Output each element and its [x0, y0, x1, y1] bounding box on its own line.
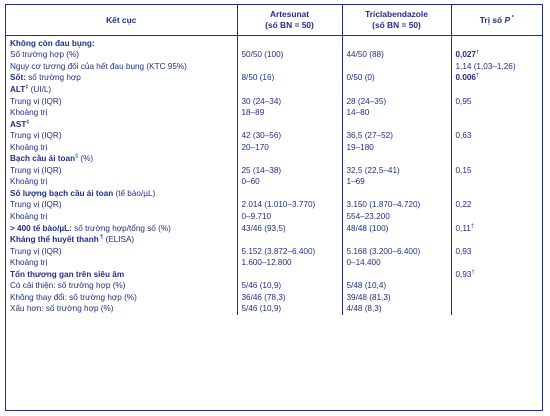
pvalue-cell: 0,22	[451, 200, 542, 212]
pvalue-cell	[451, 153, 542, 165]
row-label-bold: Sốt:	[10, 73, 26, 83]
triclabendazole-cell: 19–180	[342, 142, 451, 154]
row-label-bold: Số lượng bạch cầu ái toan	[10, 188, 114, 198]
header-artesunat-name: Artesunat	[269, 9, 310, 19]
row-label-footnote-mark: ‡	[26, 118, 30, 125]
table-row	[6, 223, 542, 235]
triclabendazole-cell: 554–23.200	[342, 211, 451, 223]
artesunat-cell: 43/46 (93,5)	[237, 223, 342, 235]
artesunat-cell	[237, 61, 342, 73]
pvalue-footnote-mark: †	[476, 49, 480, 56]
row-label-bold: Kháng thể huyết thanh	[10, 235, 99, 245]
row-label-footnote-mark: ¶	[98, 234, 104, 241]
triclabendazole-cell: 0/50 (0)	[342, 73, 451, 85]
header-pvalue-text: Trị số	[479, 14, 505, 25]
table-row	[6, 130, 542, 142]
table-row	[6, 257, 542, 269]
header-triclabendazole	[342, 5, 451, 36]
pvalue-cell	[451, 211, 542, 223]
artesunat-cell	[237, 234, 342, 246]
pvalue-value: 0,027	[455, 50, 476, 60]
pvalue-footnote-mark: †	[471, 268, 475, 275]
pvalue-cell	[451, 188, 542, 200]
row-label	[6, 223, 237, 235]
triclabendazole-cell	[342, 269, 451, 281]
table-row	[6, 280, 542, 292]
artesunat-cell: 20–170	[237, 142, 342, 154]
pvalue-cell	[451, 177, 542, 189]
artesunat-cell	[237, 119, 342, 131]
table-row	[6, 50, 542, 62]
row-label	[6, 73, 237, 85]
header-outcome: Kết cục	[6, 5, 237, 36]
pvalue-cell: 0,63	[451, 130, 542, 142]
header-pvalue	[451, 5, 542, 36]
table-row	[6, 292, 542, 304]
header-pvalue-sup: *	[510, 14, 514, 21]
pvalue-cell	[451, 84, 542, 96]
triclabendazole-cell: 5.168 (3.200–6.400)	[342, 246, 451, 258]
row-label	[6, 153, 237, 165]
pvalue-cell	[451, 257, 542, 269]
row-label: Trung vị (IQR)	[10, 131, 62, 141]
table-row	[6, 188, 542, 200]
table-row	[6, 269, 542, 281]
row-label-bold: ALT	[10, 84, 26, 94]
table-row	[6, 107, 542, 119]
row-label: Trung vị (IQR)	[10, 165, 62, 175]
pvalue-cell	[451, 107, 542, 119]
artesunat-cell: 5/46 (10,9)	[237, 280, 342, 292]
artesunat-cell: 0–60	[237, 177, 342, 189]
row-label: Khoảng trị	[10, 211, 48, 221]
triclabendazole-cell: 28 (24–35)	[342, 96, 451, 108]
pvalue-cell	[451, 292, 542, 304]
table-row	[6, 73, 542, 85]
pvalue-footnote-mark: †	[470, 222, 474, 229]
artesunat-cell: 1.600–12.800	[237, 257, 342, 269]
table-row	[6, 304, 542, 316]
triclabendazole-cell: 5/48 (10,4)	[342, 280, 451, 292]
triclabendazole-cell: 14–80	[342, 107, 451, 119]
pvalue-cell: 1,14 (1,03–1,26)	[451, 61, 542, 73]
row-label: Xấu hơn: số trường hợp (%)	[10, 304, 114, 314]
row-label: Khoảng trị	[10, 142, 48, 152]
row-label-bold: AST	[10, 119, 27, 129]
pvalue-value: 0,93	[455, 269, 472, 279]
row-label-rest: số trường hợp	[25, 73, 81, 83]
artesunat-cell: 50/50 (100)	[237, 50, 342, 62]
header-row	[6, 5, 542, 36]
artesunat-cell: 30 (24–34)	[237, 96, 342, 108]
triclabendazole-cell: 36,5 (27–52)	[342, 130, 451, 142]
triclabendazole-cell: 39/48 (81,3)	[342, 292, 451, 304]
row-label	[6, 188, 237, 200]
row-label	[6, 234, 237, 246]
pvalue-cell	[451, 269, 542, 281]
triclabendazole-cell: 4/48 (8,3)	[342, 304, 451, 316]
table-row	[6, 84, 542, 96]
table-row	[6, 36, 542, 50]
row-label-rest: (tế bào/µL)	[113, 188, 156, 198]
row-label: Nguy cơ tương đối của hết đau bụng (KTC 95%)	[10, 61, 187, 71]
triclabendazole-cell: 44/50 (88)	[342, 50, 451, 62]
section-label: Tổn thương gan trên siêu âm	[10, 269, 125, 279]
pvalue-cell	[451, 36, 542, 50]
pvalue-cell	[451, 73, 542, 85]
triclabendazole-cell	[342, 119, 451, 131]
pvalue-cell	[451, 234, 542, 246]
row-label: Khoảng trị	[10, 177, 48, 187]
artesunat-cell: 5/46 (10,9)	[237, 304, 342, 316]
row-label: Có cải thiện: số trường hợp (%)	[10, 281, 126, 291]
row-label: Khoảng trị	[10, 108, 48, 118]
row-label: Trung vị (IQR)	[10, 200, 62, 210]
triclabendazole-cell	[342, 188, 451, 200]
row-label-rest: (ELISA)	[103, 235, 135, 245]
table-row	[6, 211, 542, 223]
pvalue-footnote-mark: †	[476, 72, 480, 79]
artesunat-cell: 8/50 (16)	[237, 73, 342, 85]
triclabendazole-cell	[342, 234, 451, 246]
triclabendazole-cell: 1–69	[342, 177, 451, 189]
artesunat-cell: 25 (14–38)	[237, 165, 342, 177]
pvalue-cell	[451, 304, 542, 316]
pvalue-cell: 0,95	[451, 96, 542, 108]
results-table-frame	[5, 4, 543, 411]
pvalue-value: 0,11	[455, 223, 471, 233]
artesunat-cell	[237, 188, 342, 200]
pvalue-cell	[451, 223, 542, 235]
pvalue-cell	[451, 280, 542, 292]
row-label: Số trường hợp (%)	[10, 50, 80, 60]
table-row	[6, 234, 542, 246]
table-row	[6, 61, 542, 73]
row-label-footnote-mark: §	[75, 153, 79, 160]
header-artesunat-n: (số BN = 50)	[265, 20, 314, 30]
triclabendazole-cell: 48/48 (100)	[342, 223, 451, 235]
row-label: Khoảng trị	[10, 258, 48, 268]
results-table	[6, 5, 542, 315]
pvalue-cell: 0,15	[451, 165, 542, 177]
row-label-rest: (UI/L)	[28, 84, 52, 94]
table-row	[6, 96, 542, 108]
triclabendazole-cell: 0–14.400	[342, 257, 451, 269]
header-artesunat	[237, 5, 342, 36]
row-label-rest: số trường hợp/tổng số (%)	[71, 223, 171, 233]
header-triclabendazole-name: Triclabendazole	[365, 9, 428, 19]
row-label-rest: (%)	[78, 154, 94, 164]
artesunat-cell: 36/46 (78,3)	[237, 292, 342, 304]
row-label: Không thay đổi: số trường hợp (%)	[10, 292, 137, 302]
triclabendazole-cell: 3.150 (1.870–4.720)	[342, 200, 451, 212]
artesunat-cell	[237, 269, 342, 281]
table-row	[6, 246, 542, 258]
artesunat-cell	[237, 84, 342, 96]
pvalue-cell	[451, 50, 542, 62]
triclabendazole-cell	[342, 84, 451, 96]
artesunat-cell	[237, 36, 342, 50]
pvalue-cell	[451, 142, 542, 154]
triclabendazole-cell: 32,5 (22,5–41)	[342, 165, 451, 177]
row-label-bold: Bạch cầu ái toan	[10, 154, 76, 164]
table-row	[6, 153, 542, 165]
row-label	[6, 119, 237, 131]
table-row	[6, 165, 542, 177]
row-label-bold: > 400 tế bào/µL:	[10, 223, 72, 233]
header-triclabendazole-n: (số BN = 50)	[372, 20, 421, 30]
table-row	[6, 200, 542, 212]
triclabendazole-cell	[342, 153, 451, 165]
table-row	[6, 177, 542, 189]
artesunat-cell: 5.152 (3.872–6.400)	[237, 246, 342, 258]
row-label: Trung vị (IQR)	[10, 96, 62, 106]
artesunat-cell: 18–89	[237, 107, 342, 119]
artesunat-cell	[237, 153, 342, 165]
pvalue-cell	[451, 119, 542, 131]
row-label-footnote-mark: ‡	[25, 84, 29, 91]
header-pvalue-p: P	[504, 14, 511, 25]
artesunat-cell: 0–9.710	[237, 211, 342, 223]
table-row	[6, 142, 542, 154]
artesunat-cell: 42 (30–56)	[237, 130, 342, 142]
section-label: Không còn đau bụng:	[10, 38, 95, 48]
row-label: Trung vị (IQR)	[10, 246, 62, 256]
row-label	[6, 84, 237, 96]
triclabendazole-cell	[342, 36, 451, 50]
triclabendazole-cell	[342, 61, 451, 73]
pvalue-value: 0.006	[455, 73, 476, 83]
table-row	[6, 119, 542, 131]
pvalue-cell: 0,93	[451, 246, 542, 258]
artesunat-cell: 2.014 (1.010–3.770)	[237, 200, 342, 212]
